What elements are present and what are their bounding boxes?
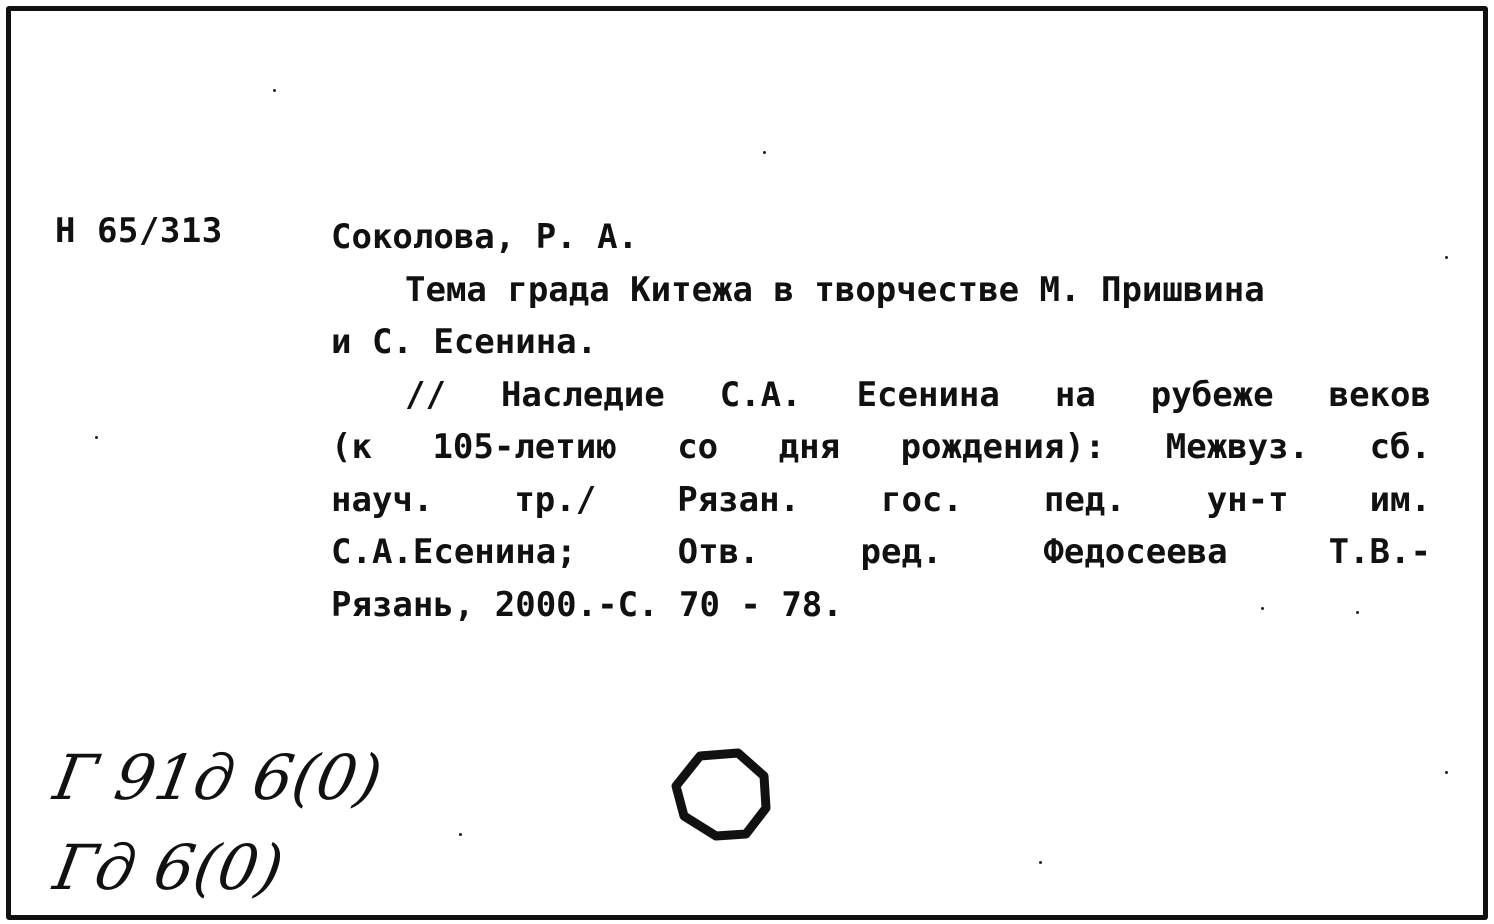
source-word: гос. [880, 479, 963, 520]
source-word: науч. [331, 479, 434, 520]
bibliographic-entry [331, 211, 1431, 631]
speck [1445, 256, 1448, 259]
source-word: (к [331, 427, 372, 467]
source-word: пед. [1043, 479, 1126, 520]
source-word: Наследие [500, 374, 665, 415]
speck [763, 151, 766, 154]
source-word: Т.В.- [1328, 532, 1431, 572]
speck [1039, 861, 1042, 864]
speck [1445, 771, 1448, 774]
speck [95, 436, 98, 439]
source-line-3 [331, 474, 1431, 527]
source-word: Межвуз. [1165, 427, 1310, 467]
source-word: Отв. [677, 532, 760, 572]
speck [459, 833, 462, 836]
source-word: С.А. [719, 374, 802, 415]
source-word: // [405, 374, 446, 415]
source-word: на [1054, 374, 1096, 415]
source-word: сб. [1369, 427, 1431, 467]
source-word: ун-т [1206, 479, 1289, 520]
source-word: Есенина [856, 374, 1000, 415]
source-word: рубеже [1150, 374, 1274, 415]
speck [1356, 611, 1359, 614]
catalog-card [6, 6, 1488, 920]
source-line-2 [331, 421, 1431, 474]
source-word: Рязан. [677, 479, 801, 520]
source-line-1 [331, 369, 1431, 422]
call-number: Н 65/313 [55, 211, 223, 251]
handwritten-note-2: Гд 6(0) [48, 831, 289, 904]
source-word: веков [1328, 374, 1431, 415]
source-word: дня [778, 427, 841, 467]
speck [1261, 607, 1264, 610]
title-line-2: и С. Есенина. [331, 322, 598, 362]
speck [273, 89, 276, 92]
source-word: ред. [860, 532, 943, 572]
source-word: Федосеева [1043, 532, 1228, 572]
source-line-4 [331, 526, 1431, 579]
circle-stamp-icon [666, 746, 778, 846]
source-word: 105-летию [432, 427, 617, 467]
title-line-1: Тема града Китежа в творчестве М. Пришвина [405, 269, 1265, 310]
source-word: тр./ [514, 479, 597, 520]
imprint: Рязань, 2000.-С. 70 - 78. [331, 584, 843, 625]
source-word: рождения): [900, 427, 1106, 467]
handwritten-note-1: Г 91д 6(0) [48, 741, 388, 814]
author: Соколова, Р. А. [331, 217, 639, 257]
source-word: со [677, 427, 719, 467]
source-word: им. [1369, 479, 1431, 520]
source-word: С.А.Есенина; [331, 532, 577, 572]
